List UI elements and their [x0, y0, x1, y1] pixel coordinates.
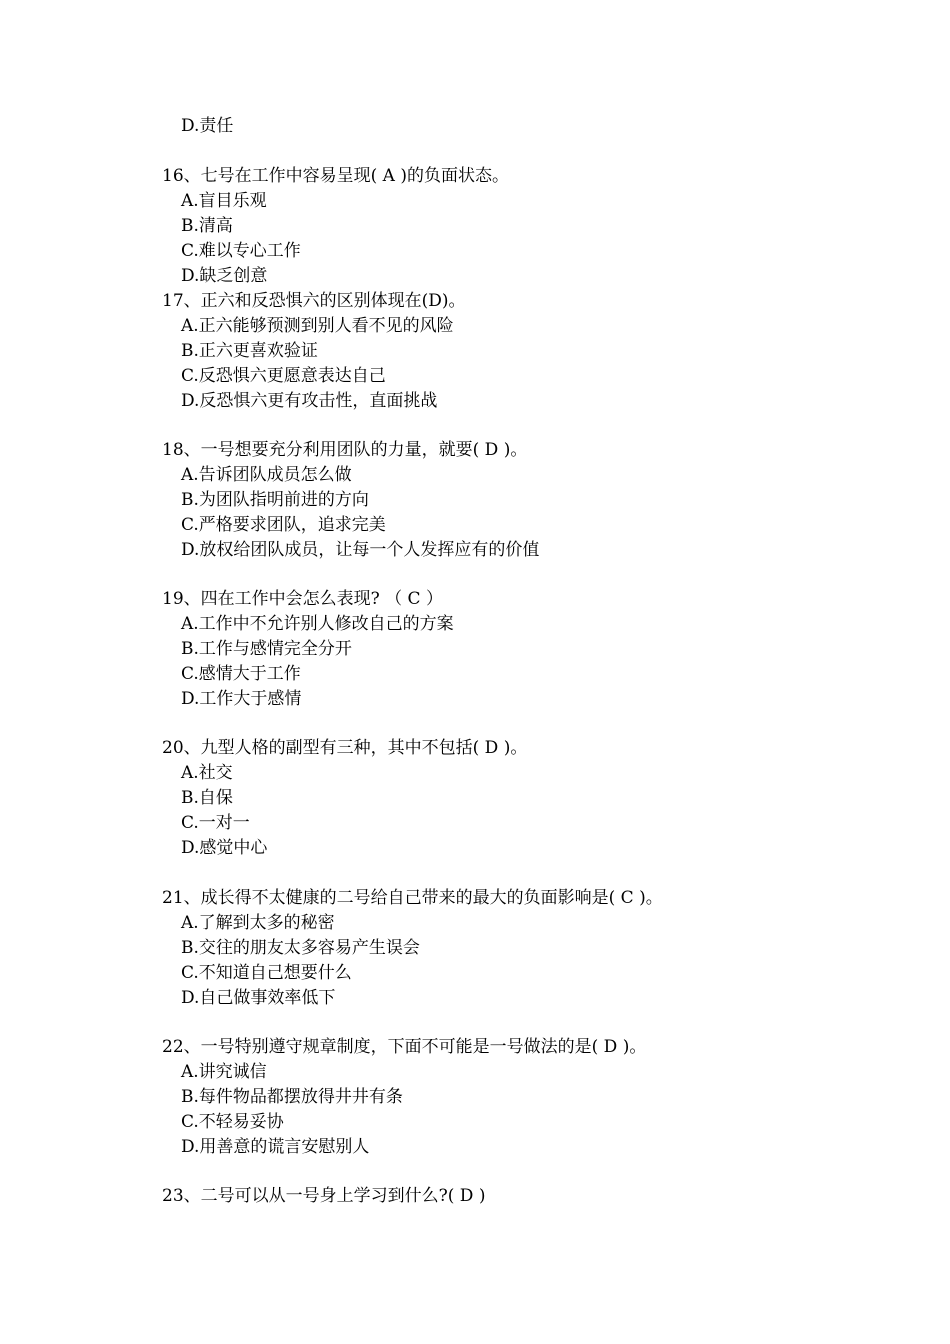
question-19-stem: 19、四在工作中会怎么表现? （ C ） — [162, 589, 443, 609]
question-22-option-c: C.不轻易妥协 — [181, 1112, 284, 1132]
question-20-option-b: B.自保 — [181, 788, 233, 808]
question-18-option-a: A.告诉团队成员怎么做 — [181, 465, 352, 485]
question-17-option-b: B.正六更喜欢验证 — [181, 341, 318, 361]
question-21-option-d: D.自己做事效率低下 — [181, 988, 336, 1008]
question-17-option-d: D.反恐惧六更有攻击性，直面挑战 — [181, 391, 438, 411]
question-20-stem: 20、九型人格的副型有三种，其中不包括( D )。 — [162, 738, 528, 758]
question-18-option-c: C.严格要求团队，追求完美 — [181, 515, 386, 535]
question-20-option-d: D.感觉中心 — [181, 838, 268, 858]
question-17-option-c: C.反恐惧六更愿意表达自己 — [181, 366, 386, 386]
question-22-option-d: D.用善意的谎言安慰别人 — [181, 1137, 370, 1157]
question-19-option-a: A.工作中不允许别人修改自己的方案 — [181, 614, 454, 634]
question-16-stem: 16、七号在工作中容易呈现( A )的负面状态。 — [162, 166, 509, 186]
question-16-option-c: C.难以专心工作 — [181, 241, 301, 261]
question-21-option-a: A.了解到太多的秘密 — [181, 913, 335, 933]
question-20-option-c: C.一对一 — [181, 813, 250, 833]
question-18-option-d: D.放权给团队成员，让每一个人发挥应有的价值 — [181, 540, 540, 560]
question-18-stem: 18、一号想要充分利用团队的力量，就要( D )。 — [162, 440, 528, 460]
question-18-option-b: B.为团队指明前进的方向 — [181, 490, 369, 510]
question-20-option-a: A.社交 — [181, 763, 233, 783]
question-22-option-a: A.讲究诚信 — [181, 1062, 267, 1082]
question-16-option-a: A.盲目乐观 — [181, 191, 267, 211]
question-21-option-b: B.交往的朋友太多容易产生误会 — [181, 938, 420, 958]
question-22-stem: 22、一号特别遵守规章制度，下面不可能是一号做法的是( D )。 — [162, 1037, 647, 1057]
question-17-stem: 17、正六和反恐惧六的区别体现在(D)。 — [162, 291, 466, 311]
option-d-prev: D.责任 — [181, 116, 234, 136]
question-23-stem: 23、二号可以从一号身上学习到什么?( D ) — [162, 1186, 486, 1206]
question-16-option-b: B.清高 — [181, 216, 233, 236]
question-16-option-d: D.缺乏创意 — [181, 266, 268, 286]
question-21-option-c: C.不知道自己想要什么 — [181, 963, 352, 983]
question-22-option-b: B.每件物品都摆放得井井有条 — [181, 1087, 403, 1107]
question-19-option-d: D.工作大于感情 — [181, 689, 302, 709]
question-21-stem: 21、成长得不太健康的二号给自己带来的最大的负面影响是( C )。 — [162, 888, 663, 908]
question-19-option-b: B.工作与感情完全分开 — [181, 639, 352, 659]
question-17-option-a: A.正六能够预测到别人看不见的风险 — [181, 316, 454, 336]
question-19-option-c: C.感情大于工作 — [181, 664, 301, 684]
